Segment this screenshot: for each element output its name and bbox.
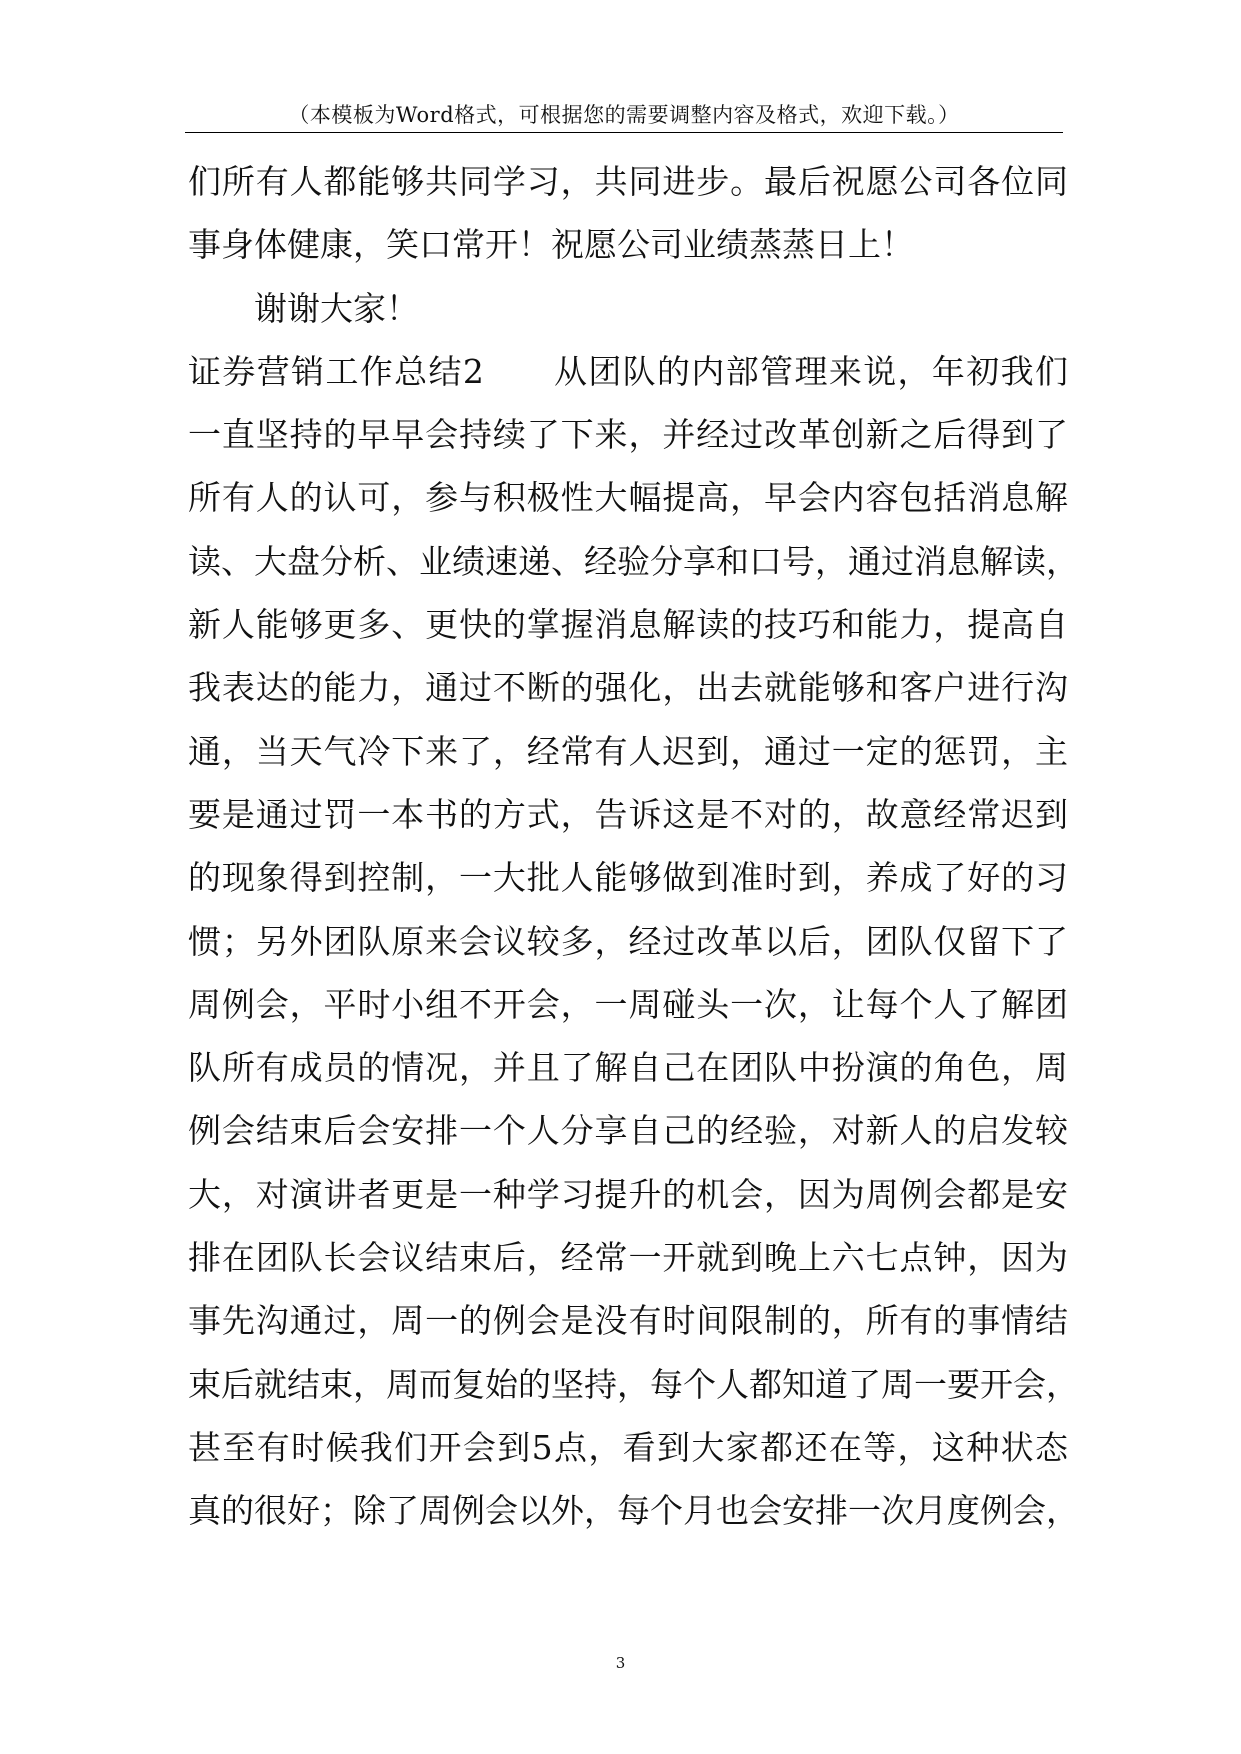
body-line: 例会结束后会安排一个人分享自己的经验，对新人的启发较: [188, 1111, 1068, 1151]
body-line: 惯；另外团队原来会议较多，经过改革以后，团队仅留下了: [188, 921, 1068, 961]
body-line: 束后就结束，周而复始的坚持，每个人都知道了周一要开会，: [188, 1364, 1079, 1404]
body-line: 大，对演讲者更是一种学习提升的机会，因为周例会都是安: [188, 1174, 1068, 1214]
body-line: 的现象得到控制，一大批人能够做到准时到，养成了好的习: [188, 858, 1068, 898]
body-line: 真的很好；除了周例会以外，每个月也会安排一次月度例会，: [188, 1491, 1079, 1531]
body-line: 新人能够更多、更快的掌握消息解读的技巧和能力，提高自: [188, 605, 1068, 645]
body-line: 周例会，平时小组不开会，一周碰头一次，让每个人了解团: [188, 984, 1068, 1024]
body-line: 排在团队长会议结束后，经常一开就到晚上六七点钟，因为: [188, 1238, 1068, 1278]
body-line: 一直坚持的早早会持续了下来，并经过改革创新之后得到了: [188, 415, 1068, 455]
document-body: [188, 150, 1079, 1543]
closing-thanks: 谢谢大家！: [254, 288, 419, 328]
body-line: 事身体健康，笑口常开！祝愿公司业绩蒸蒸日上！: [188, 225, 914, 265]
section-title-line: 证券营销工作总结2 从团队的内部管理来说，年初我们: [188, 351, 1068, 391]
body-line: 读、大盘分析、业绩速递、经验分享和口号，通过消息解读，: [188, 541, 1079, 581]
template-note-header: （本模板为Word格式，可根据您的需要调整内容及格式，欢迎下载。）: [185, 98, 1063, 133]
body-line: 通，当天气冷下来了，经常有人迟到，通过一定的惩罚，主: [188, 731, 1068, 771]
body-line: 甚至有时候我们开会到5点，看到大家都还在等，这种状态: [188, 1427, 1068, 1467]
body-line: 事先沟通过，周一的例会是没有时间限制的，所有的事情结: [188, 1301, 1068, 1341]
body-line: 们所有人都能够共同学习，共同进步。最后祝愿公司各位同: [188, 162, 1068, 201]
body-line: 所有人的认可，参与积极性大幅提高，早会内容包括消息解: [188, 478, 1068, 518]
body-line: 我表达的能力，通过不断的强化，出去就能够和客户进行沟: [188, 668, 1068, 708]
page-number: 3: [615, 1654, 626, 1672]
body-line: 要是通过罚一本书的方式，告诉这是不对的，故意经常迟到: [188, 794, 1068, 834]
body-line: 队所有成员的情况，并且了解自己在团队中扮演的角色，周: [188, 1048, 1068, 1088]
